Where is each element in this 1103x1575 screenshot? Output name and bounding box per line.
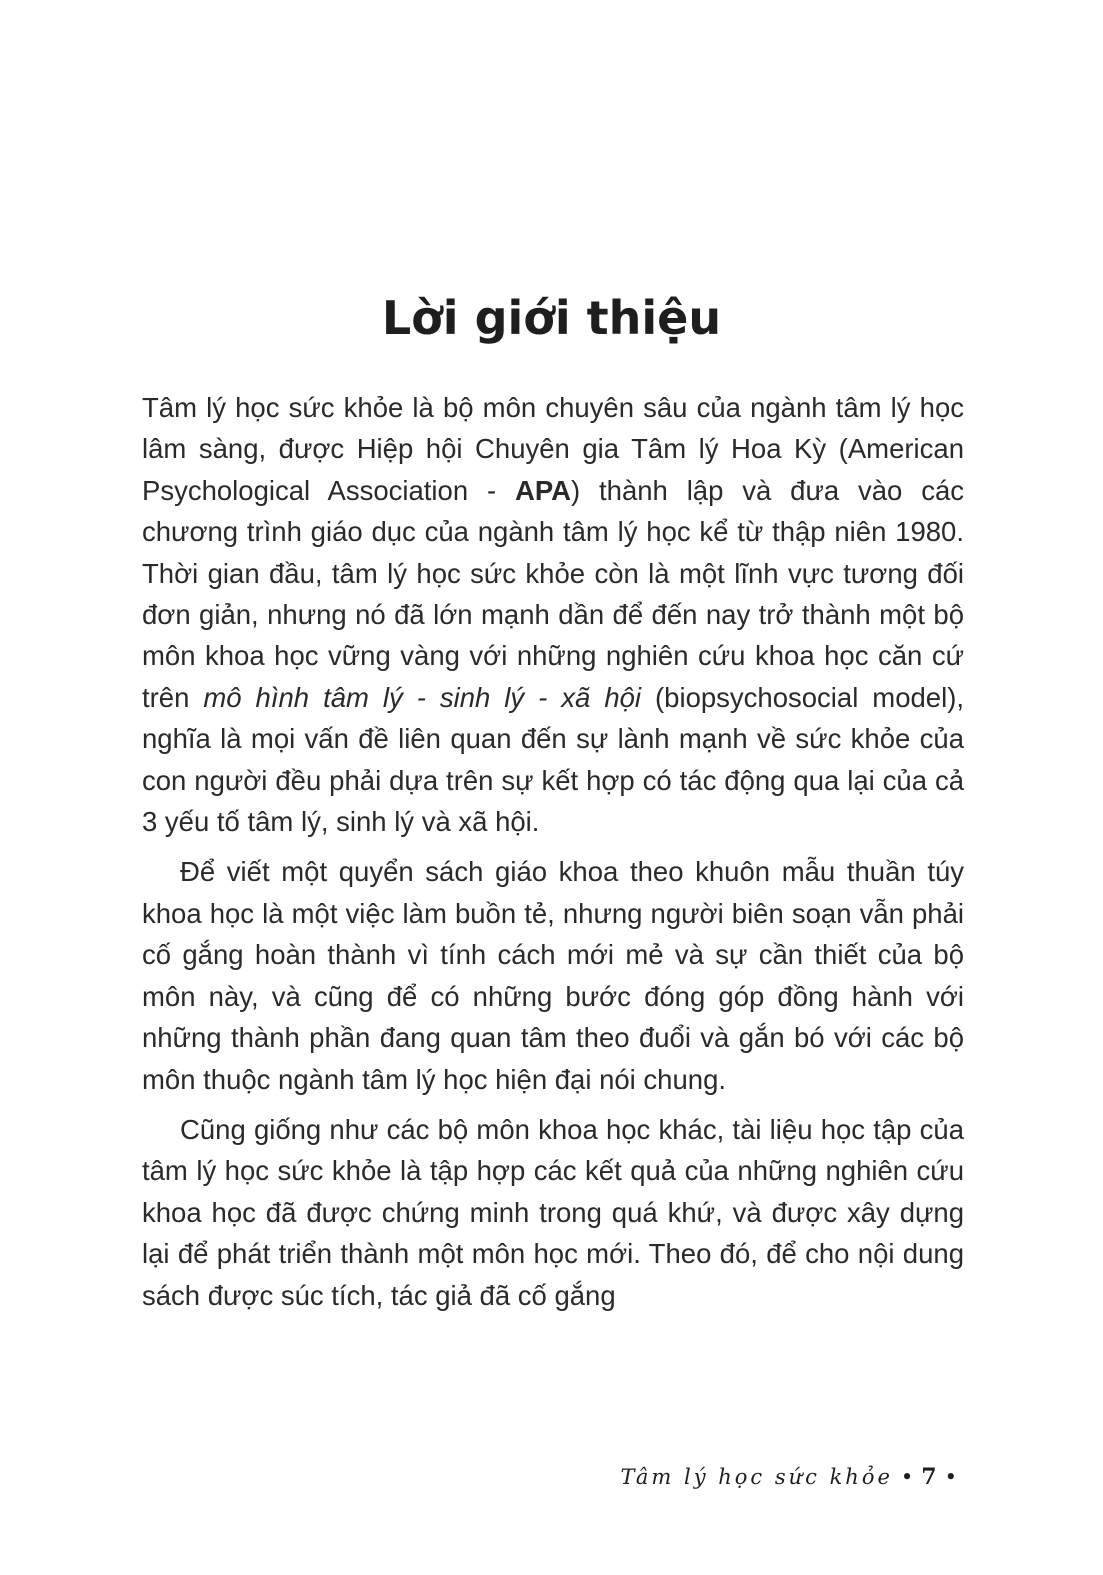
paragraph-1-text-e: (biopsychosocial model), nghĩa là mọi vấn đề liên quan đến sự lành mạnh về sức khỏe của con người đều phải dựa trên sự kết hợp có tác động qua lại của cả 3 yếu tố tâm lý, sinh lý và xã hội.: [142, 681, 964, 838]
page-title: Lời giới thiệu: [381, 291, 722, 345]
footer-book-title: Tâm lý học sức khỏe: [620, 1465, 893, 1489]
paragraph-1-text-c: ) thành lập và đưa vào các chương trình giáo dục của ngành tâm lý học kể từ thập niên 1980. Thời gian đầu, tâm lý học sức khỏe còn là một lĩnh vực tương đối đơn giản, nhưng nó đã lớn mạnh dần để đến nay trở thành một bộ môn khoa học vững vàng với những nghiên cứu khoa học căn cứ trên: [142, 474, 964, 713]
page-number: 7: [921, 1464, 937, 1490]
paragraph-3: Cũng giống như các bộ môn khoa học khác, tài liệu học tập của tâm lý học sức khỏe là tập hợp các kết quả của những nghiên cứu khoa học đã được chứng minh trong quá khứ, và được xây dựng lại để phát triển thành một môn học mới. Theo đó, để cho nội dung sách được súc tích, tác giả đã cố gắng: [142, 1113, 964, 1311]
body-text: [142, 387, 964, 1316]
running-footer: [621, 1462, 966, 1492]
biopsychosocial-term: mô hình tâm lý - sinh lý - xã hội: [203, 681, 642, 713]
footer-bullet-left: •: [900, 1465, 914, 1489]
footer-bullet-right: •: [944, 1465, 957, 1489]
apa-abbreviation: APA: [514, 474, 572, 506]
paragraph-1-text-a: Tâm lý học sức khỏe là bộ môn chuyên sâu của ngành tâm lý học lâm sàng, được Hiệp hội Chuyên gia Tâm lý Hoa Kỳ (American Psychological Association -: [142, 392, 964, 506]
paragraph-1: [142, 387, 964, 842]
paragraph-2: Để viết một quyển sách giáo khoa theo khuôn mẫu thuần túy khoa học là một việc làm buồn tẻ, nhưng người biên soạn vẫn phải cố gắng hoàn thành vì tính cách mới mẻ và sự cần thiết của bộ môn này, và cũng để có những bước đóng góp đồng hành với những thành phần đang quan tâm theo đuổi và gắn bó với các bộ môn thuộc ngành tâm lý học hiện đại nói chung.: [142, 856, 964, 1095]
